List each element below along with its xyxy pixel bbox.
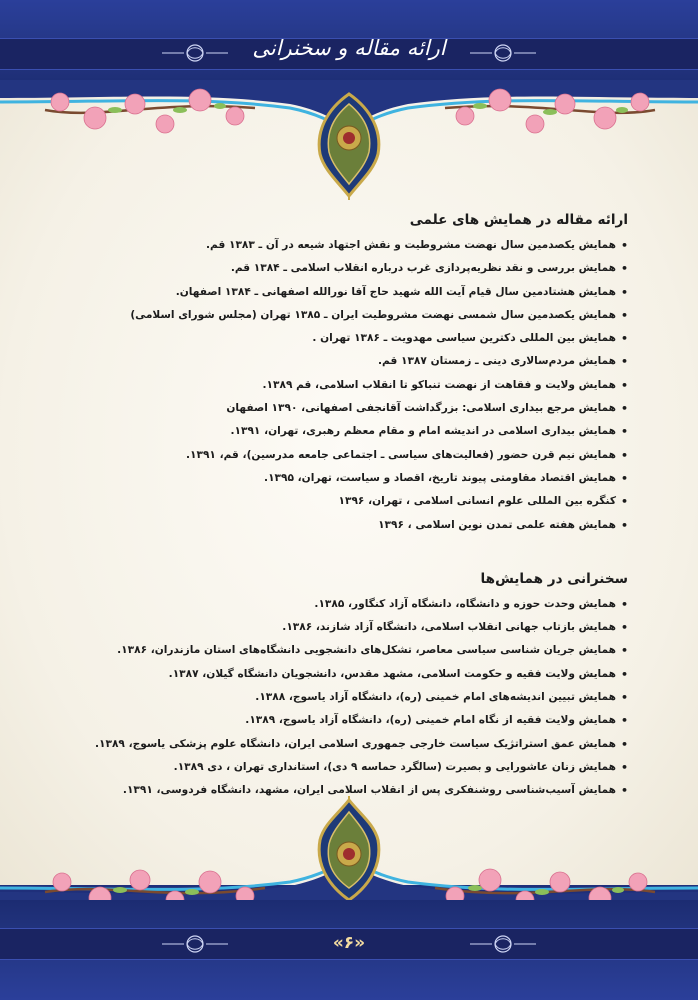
list-item: • همایش ولایت فقیه و حکومت اسلامی، مشهد مقدس، دانشجویان دانشگاه گیلان، ۱۳۸۷.	[150, 663, 628, 686]
section-conference-speeches	[94, 570, 628, 803]
list-item: • همایش ولایت فقیه از نگاه امام خمینی (ره)، دانشگاه آزاد یاسوج، ۱۳۸۹.	[150, 709, 628, 732]
ornament-swirl-icon	[468, 933, 538, 955]
list-item: • همایش مرجع بیداری اسلامی: بزرگداشت آقانجفی اصفهانی، ۱۳۹۰ اصفهان	[150, 397, 628, 420]
ornament-swirl-icon	[160, 933, 230, 955]
list-item: • همایش تبیین اندیشه‌های امام خمینی (ره)، دانشگاه آزاد یاسوج، ۱۳۸۸.	[150, 686, 628, 709]
list-item: • کنگره بین المللی علوم انسانی اسلامی ، تهران، ۱۳۹۶	[150, 490, 628, 513]
cherry-blossom-decoration	[40, 80, 260, 150]
section-conference-papers	[130, 212, 628, 537]
list-item: • همایش عمق استراتژیک سیاست خارجی جمهوری اسلامی ایران، دانشگاه علوم پزشکی یاسوج، ۱۳۸۹.	[150, 733, 628, 756]
ornament-swirl-icon	[468, 42, 538, 64]
list-item: • همایش یکصدمین سال نهضت مشروطیت و نقش اجتهاد شیعه در آن ـ ۱۳۸۳ قم.	[150, 234, 628, 257]
conference-speech-list	[94, 593, 628, 803]
conference-paper-list	[130, 234, 628, 537]
page-number: «۶»	[332, 933, 366, 953]
medallion-ornament-icon	[312, 92, 386, 202]
list-item: • همایش بین المللی دکترین سیاسی مهدویت ـ ۱۳۸۶ تهران .	[150, 327, 628, 350]
section-heading: سخنرانی در همایش‌ها	[480, 570, 628, 587]
ornament-swirl-icon	[160, 42, 230, 64]
list-item: • همایش آسیب‌شناسی روشنفکری پس از انقلاب اسلامی ایران، مشهد، دانشگاه فردوسی، ۱۳۹۱.	[150, 779, 628, 802]
list-item: • همایش هفته علمی تمدن نوین اسلامی ، ۱۳۹۶	[150, 514, 628, 537]
list-item: • همایش اقتصاد مقاومتی پیوند تاریخ، اقصاد و سیاست، تهران، ۱۳۹۵.	[150, 467, 628, 490]
list-item: • همایش وحدت حوزه و دانشگاه، دانشگاه آزاد کنگاور، ۱۳۸۵.	[150, 593, 628, 616]
list-item: • همایش بررسی و نقد نظریه‌پردازی غرب درباره انقلاب اسلامی ـ ۱۳۸۴ قم.	[150, 257, 628, 280]
list-item: • همایش یکصدمین سال شمسی نهضت مشروطیت ایران ـ ۱۳۸۵ تهران (مجلس شورای اسلامی)	[150, 304, 628, 327]
page-header-title: ارائه مقاله و سخنرانی	[252, 36, 446, 60]
list-item: • همایش زنان عاشورایی و بصیرت (سالگرد حماسه ۹ دی)، استانداری تهران ، دی ۱۳۸۹.	[150, 756, 628, 779]
list-item: • همایش بیداری اسلامی در اندیشه امام و مقام معظم رهبری، تهران، ۱۳۹۱.	[150, 420, 628, 443]
medallion-ornament-icon	[312, 790, 386, 902]
list-item: • همایش بازتاب جهانی انقلاب اسلامی، دانشگاه آزاد شازند، ۱۳۸۶.	[150, 616, 628, 639]
list-item: • همایش جریان شناسی سیاسی معاصر، تشکل‌های دانشجویی دانشگاه‌های استان مازندران، ۱۳۸۶.	[150, 639, 628, 662]
list-item: • همایش هشتادمین سال قیام آیت الله شهید حاج آقا نورالله اصفهانی ـ ۱۳۸۴ اصفهان.	[150, 281, 628, 304]
list-item: • همایش ولایت و فقاهت از نهضت تنباکو تا انقلاب اسلامی، قم ۱۳۸۹.	[150, 374, 628, 397]
list-item: • همایش نیم قرن حضور (فعالیت‌های سیاسی ـ اجتماعی جامعه مدرسین)، قم، ۱۳۹۱.	[150, 444, 628, 467]
cherry-blossom-decoration	[440, 80, 660, 150]
main-content	[94, 212, 628, 803]
section-heading: ارائه مقاله در همایش های علمی	[409, 212, 628, 228]
list-item: • همایش مردم‌سالاری دینی ـ زمستان ۱۳۸۷ قم.	[150, 350, 628, 373]
